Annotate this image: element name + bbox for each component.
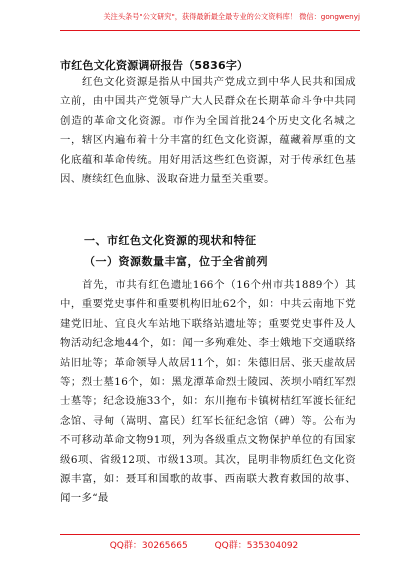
section-heading: 一、市红色文化资源的现状和特征 (84, 234, 257, 247)
footer-qq-group-2: QQ群：535304092 (214, 541, 299, 551)
intro-paragraph: 红色文化资源是指从中国共产党成立到中华人民共和国成立前，由中国共产党领导广大人民群众在长期革命斗争中共同创造的革命文化资源。市作为全国首批24个历史文化名城之一，辖区内遍布着十分丰富的红色文化资源，蕴藏着厚重的文化底蕴和革命传统。用好用活这些红色资源，对于传承红色基因、赓续红色血脉、汲取奋进力量至关重要。 (60, 76, 356, 186)
footer-divider (60, 534, 360, 535)
body-paragraph: 首先，市共有红色遗址166个（16个州市共1889个）其中，重要党史事件和重要机构旧址62个，如：中共云南地下党建党旧址、宜良火车站地下联络站遗址等；重要党史事件及人物活动纪念地44个，如：闻一多殉难处、李士娥地下交通联络站旧址等；革命领导人故居11个，如：朱德旧居、张天虚故居等；烈士墓16个，如：黑龙潭革命烈士陵园、茨坝小哨红军烈士墓等；纪念设施33个，如：东川拖布卡镇树桔红军渡长征纪念馆、寻甸（嵩明、富民）红军长征纪念馆（碑）等。公布为不可移动革命文物91项，列为各级重点文物保护单位的有国家级6项、省级12项、市级13项。其次，昆明非物质红色文化资源丰富，如：聂耳和国歌的故事、西南联大教育救国的故事、闻一多“最 (60, 279, 356, 505)
header-divider (60, 30, 360, 31)
subsection-heading: （一）资源数量丰富，位于全省前列 (84, 255, 268, 268)
header-banner: 关注头条号"公文研究"，获得最新最全最专业的公文资料库！ 微信：gongwenyj (103, 12, 360, 21)
document-title: 市红色文化资源调研报告（5836字） (60, 59, 249, 72)
footer (0, 538, 408, 551)
footer-qq-group-1: QQ群：30265665 (109, 541, 188, 551)
